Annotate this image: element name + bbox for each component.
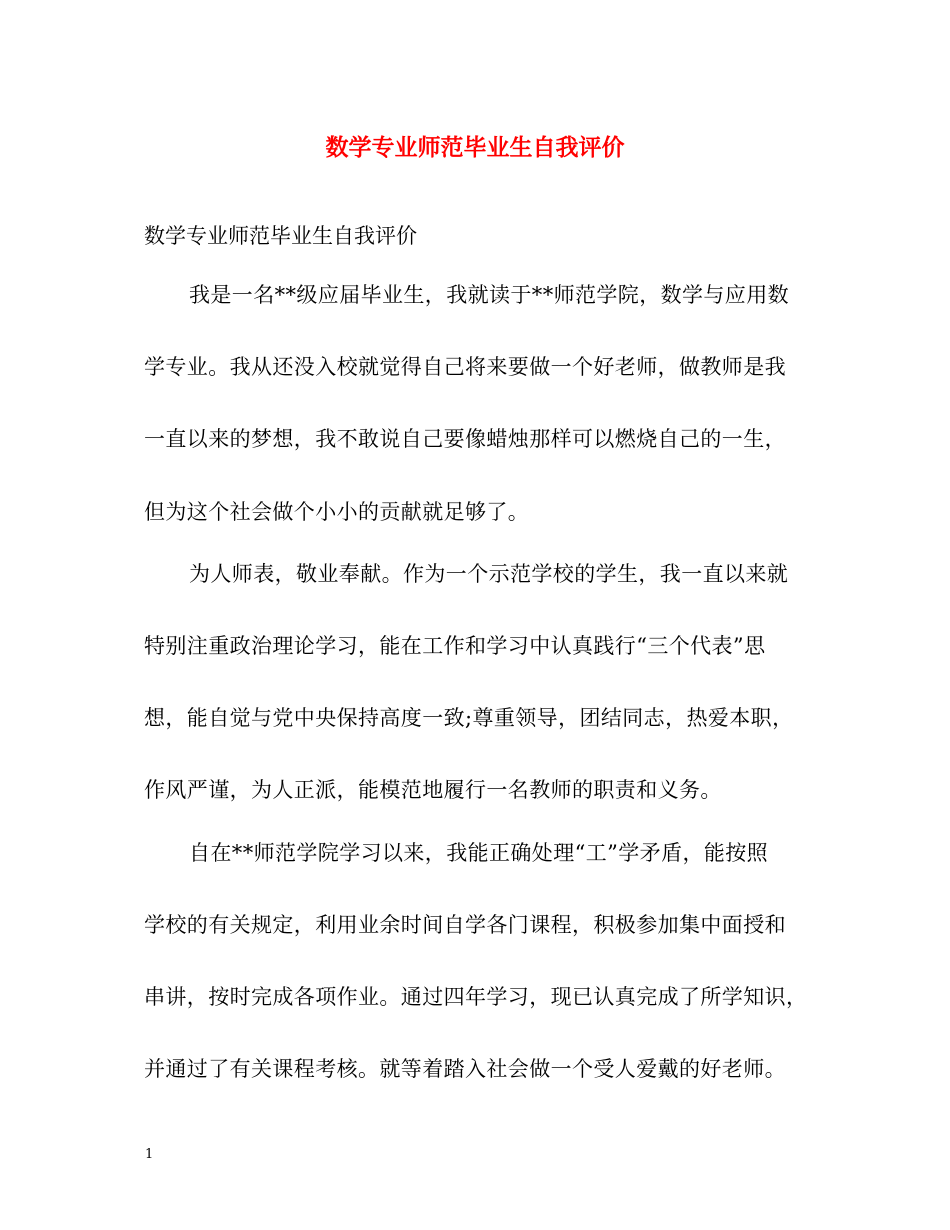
paragraph-1-line-4: 但为这个社会做个小小的贡献就足够了。 [144, 500, 530, 524]
paragraph-3-line-4: 并通过了有关课程考核。就等着踏入社会做一个受人爱戴的好老师。 [144, 1057, 786, 1081]
paragraph-3-line-2: 学校的有关规定，利用业余时间自学各门课程，积极参加集中面授和 [144, 913, 786, 937]
paragraph-2-line-3: 想，能自觉与党中央保持高度一致;尊重领导，团结同志，热爱本职， [144, 706, 794, 730]
paragraph-2-line-4: 作风严谨，为人正派，能模范地履行一名教师的职责和义务。 [144, 778, 722, 802]
paragraph-2-line-2: 特别注重政治理论学习，能在工作和学习中认真践行“三个代表”思 [144, 634, 766, 658]
paragraph-3-line-3: 串讲，按时完成各项作业。通过四年学习，现已认真完成了所学知识， [144, 985, 808, 1009]
paragraph-3-line-1: 自在**师范学院学习以来，我能正确处理“工”学矛盾，能按照 [189, 841, 769, 865]
paragraph-2-line-1: 为人师表，敬业奉献。作为一个示范学校的学生，我一直以来就 [189, 562, 789, 586]
paragraph-1-line-3: 一直以来的梦想，我不敢说自己要像蜡烛那样可以燃烧自己的一生， [144, 427, 786, 451]
paragraph-1-line-2: 学专业。我从还没入校就觉得自己将来要做一个好老师，做教师是我 [144, 355, 786, 379]
paragraph-1-line-1: 我是一名**级应届毕业生，我就读于**师范学院，数学与应用数 [189, 283, 789, 307]
document-title: 数学专业师范毕业生自我评价 [325, 134, 625, 161]
page-number: 1 [145, 1147, 154, 1162]
document-subtitle: 数学专业师范毕业生自我评价 [144, 224, 417, 248]
